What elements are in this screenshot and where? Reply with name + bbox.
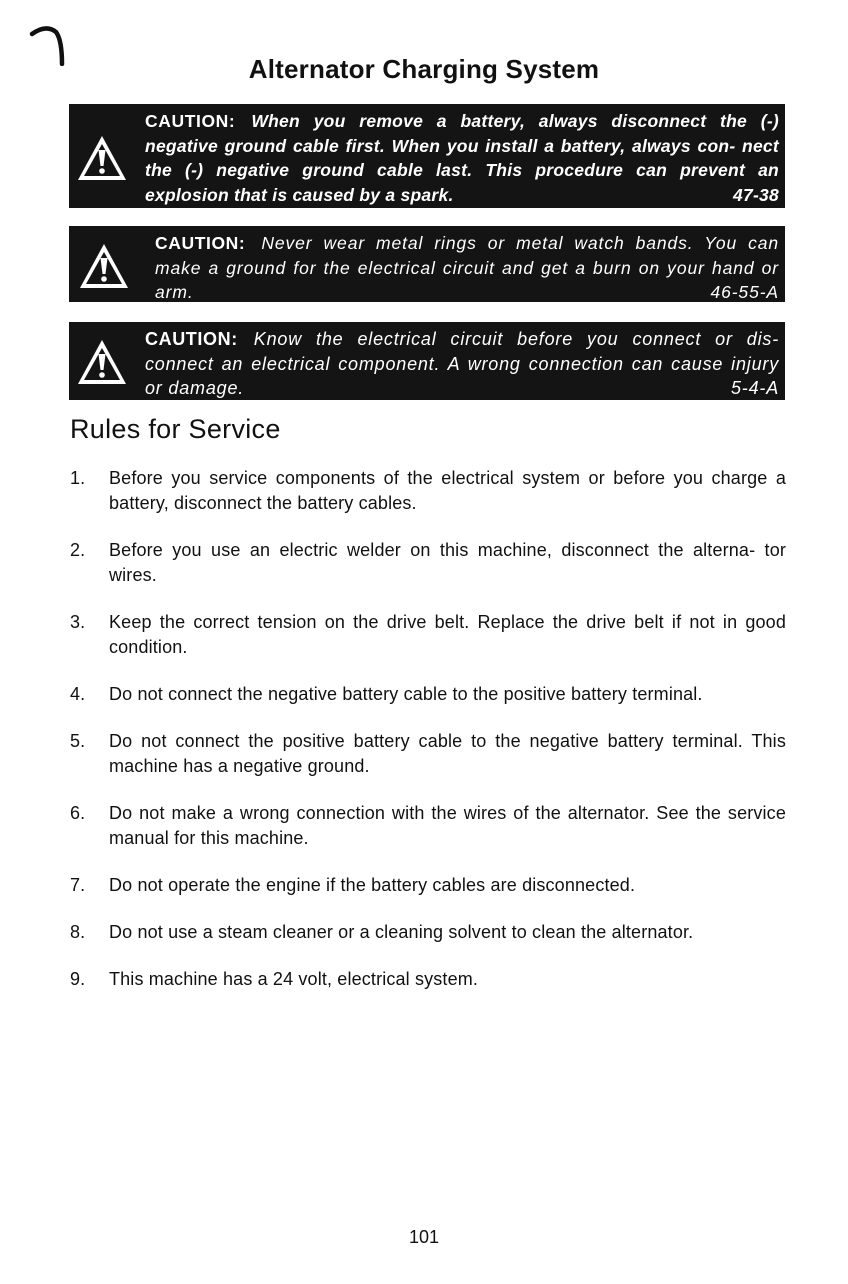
caution-box-battery-removal (69, 104, 785, 208)
page-title: Alternator Charging System (248, 54, 600, 84)
caution-code: 46-55-A (710, 282, 779, 302)
caution-box-electrical-circuit (69, 322, 785, 400)
warning-triangle-icon (76, 338, 128, 386)
rule-number: 3. (70, 612, 86, 632)
rule-text: Do not connect the negative battery cable to the positive battery terminal. (109, 684, 703, 704)
rule-item (70, 967, 786, 992)
caution-text: Never wear metal rings or metal watch bands. You can make a ground for the electrical circuit and get a burn on your hand or arm. (155, 233, 779, 302)
rule-number: 8. (70, 922, 86, 942)
rule-number: 9. (70, 969, 86, 989)
rule-number: 7. (70, 875, 86, 895)
caution-box-metal-jewelry (69, 226, 785, 302)
warning-triangle-icon (78, 242, 130, 290)
caution-body (155, 231, 779, 305)
rule-item (70, 610, 786, 660)
rule-text: Before you service components of the electrical system or before you charge a battery, disconnect the battery cables. (109, 468, 786, 513)
rule-number: 5. (70, 731, 86, 751)
rule-text: Do not connect the positive battery cable to the negative battery terminal. This machine has a negative ground. (109, 731, 786, 776)
rule-item (70, 729, 786, 779)
warning-triangle-icon (76, 134, 128, 182)
caution-label: CAUTION: (145, 111, 236, 131)
caution-label: CAUTION: (155, 233, 246, 253)
rule-text: Do not use a steam cleaner or a cleaning solvent to clean the alternator. (109, 922, 694, 942)
caution-text: Know the electrical circuit before you connect or dis- connect an electrical component. A wrong connection can cause injury or damage. (145, 329, 779, 398)
caution-label: CAUTION: (145, 329, 238, 349)
rule-item (70, 682, 786, 707)
rule-number: 6. (70, 803, 86, 823)
rule-item (70, 873, 786, 898)
caution-code: 47-38 (732, 184, 779, 205)
rule-text: Before you use an electric welder on this machine, disconnect the alterna- tor wires. (109, 540, 786, 585)
rule-item (70, 801, 786, 851)
rule-text: Keep the correct tension on the drive belt. Replace the drive belt if not in good condition. (109, 612, 786, 657)
rule-item (70, 538, 786, 588)
caution-code: 5-4-A (730, 378, 779, 398)
caution-text: When you remove a battery, always disconnect the (-) negative ground cable first. When you install a battery, always con- nect the (-) negative ground cable last. This procedure can prevent an explosion that is caused by a spark. (145, 111, 779, 205)
rule-text: Do not make a wrong connection with the wires of the alternator. See the service manual for this machine. (109, 803, 786, 848)
rule-item (70, 920, 786, 945)
rule-number: 2. (70, 540, 86, 560)
page-number: 101 (408, 1227, 440, 1247)
rule-number: 1. (70, 468, 86, 488)
rule-text: Do not operate the engine if the battery cables are disconnected. (109, 875, 636, 895)
rules-list (70, 466, 786, 1014)
rules-heading: Rules for Service (70, 414, 281, 444)
caution-body (145, 327, 779, 401)
rule-text: This machine has a 24 volt, electrical system. (109, 969, 479, 989)
caution-body (145, 109, 779, 207)
rule-number: 4. (70, 684, 86, 704)
rule-item (70, 466, 786, 516)
